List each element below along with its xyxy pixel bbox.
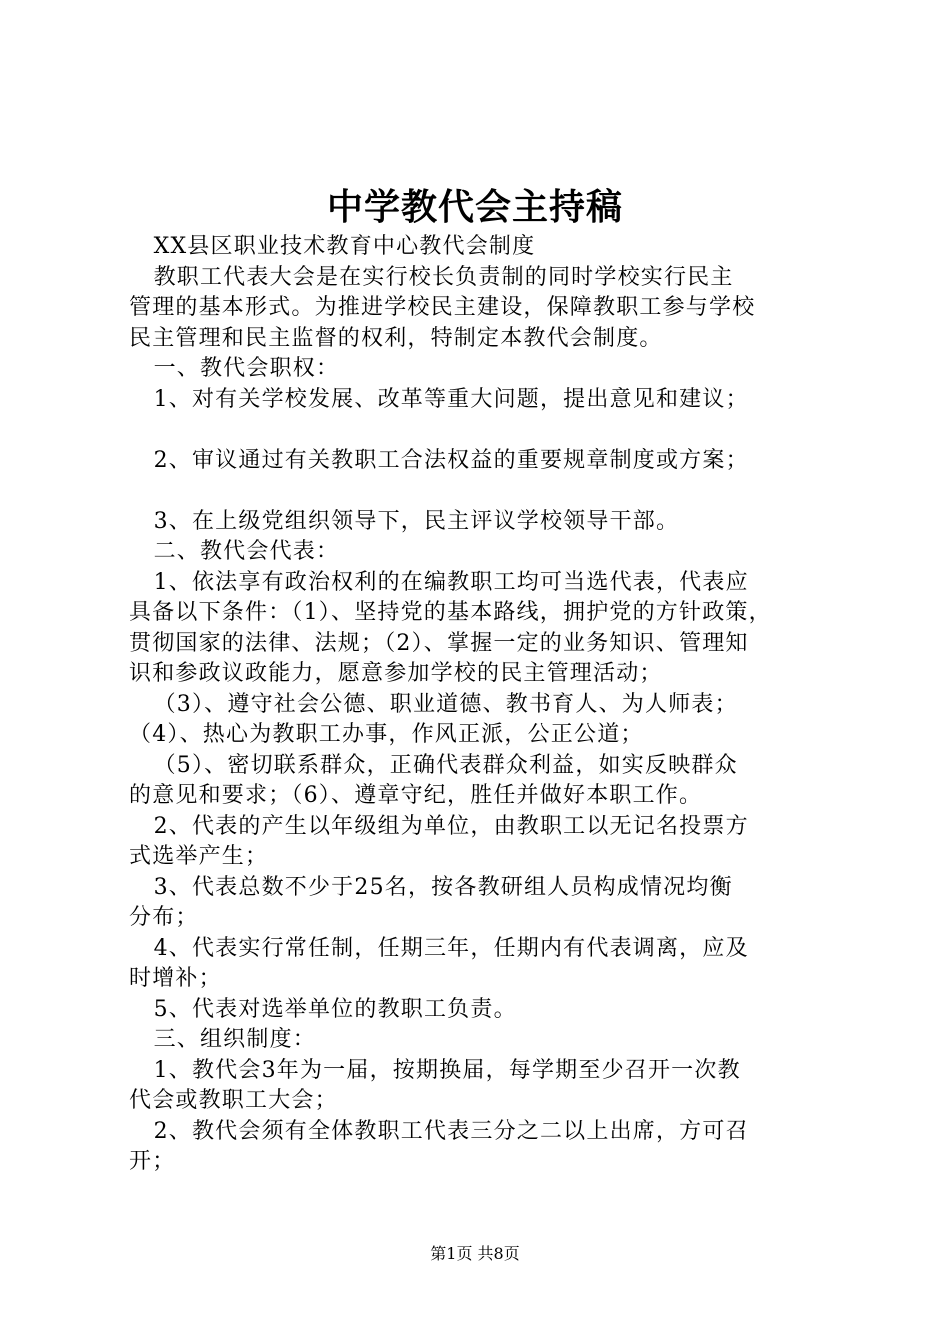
- paragraph-line: 贯彻国家的法律、法规；（2）、掌握一定的业务知识、管理知: [129, 630, 749, 656]
- document-body: [129, 232, 831, 1178]
- paragraph-line: 式选举产生；: [129, 844, 269, 869]
- paragraph-line: 5、代表对选举单位的教职工负责。: [129, 996, 517, 1022]
- paragraph-line: 分布；: [129, 905, 199, 930]
- paragraph-line: 一、教代会职权：: [129, 356, 340, 381]
- paragraph-line: 2、审议通过有关教职工合法权益的重要规章制度或方案；: [129, 447, 749, 473]
- paragraph-line: 3、代表总数不少于25名，按各教研组人员构成情况均衡: [129, 874, 733, 900]
- paragraph-line: （3）、遵守社会公德、职业道德、教书育人、为人师表；: [129, 691, 738, 717]
- page-footer: 第1页 共8页: [430, 1244, 520, 1263]
- blank-line: [129, 415, 831, 446]
- paragraph-line: 的意见和要求；（6）、遵章守纪，胜任并做好本职工作。: [129, 783, 703, 808]
- paragraph-line: 识和参政议政能力，愿意参加学校的民主管理活动；: [129, 661, 663, 686]
- paragraph-line: 代会或教职工大会；: [129, 1088, 338, 1113]
- paragraph-line: 1、依法享有政治权利的在编教职工均可当选代表，代表应: [129, 569, 749, 595]
- paragraph-line: 1、教代会3年为一届，按期换届，每学期至少召开一次教: [129, 1057, 741, 1083]
- paragraph-line: 4、代表实行常任制，任期三年，任期内有代表调离，应及: [129, 935, 749, 961]
- paragraph-line: 2、教代会须有全体教职工代表三分之二以上出席，方可召: [129, 1118, 749, 1144]
- paragraph-line: 教职工代表大会是在实行校长负责制的同时学校实行民主: [129, 264, 734, 290]
- paragraph-line: 三、组织制度：: [129, 1027, 316, 1052]
- paragraph-line: （4）、热心为教职工办事，作风正派，公正公道；: [129, 722, 644, 747]
- paragraph-line: （5）、密切联系群众，正确代表群众利益，如实反映群众: [129, 752, 738, 778]
- document-title: 中学教代会主持稿: [326, 187, 623, 228]
- paragraph-line: 具备以下条件：（1）、坚持党的基本路线，拥护党的方针政策，: [129, 600, 772, 625]
- paragraph-line: 管理的基本形式。为推进学校民主建设，保障教职工参与学校: [129, 295, 756, 320]
- paragraph-line: XX县区职业技术教育中心教代会制度: [129, 234, 536, 259]
- paragraph-line: 2、代表的产生以年级组为单位，由教职工以无记名投票方: [129, 813, 749, 839]
- paragraph-line: 开；: [129, 1149, 176, 1174]
- paragraph-line: 1、对有关学校发展、改革等重大问题，提出意见和建议；: [129, 386, 749, 412]
- blank-line: [129, 476, 831, 507]
- paragraph-line: 时增补；: [129, 966, 222, 991]
- paragraph-line: 民主管理和民主监督的权利，特制定本教代会制度。: [129, 325, 663, 351]
- paragraph-line: 二、教代会代表：: [129, 539, 340, 564]
- paragraph-line: 3、在上级党组织领导下，民主评议学校领导干部。: [129, 508, 680, 534]
